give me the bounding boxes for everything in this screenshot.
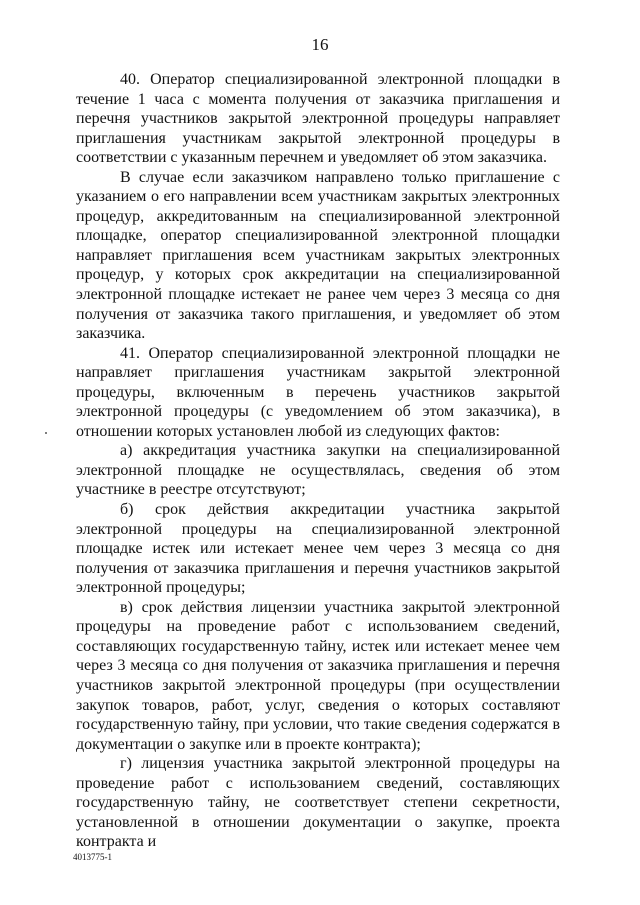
paragraph-41: 41. Оператор специализированной электронной площадки не направляет приглашения участникам закрытой электронной процедуры, включенным в перечень участников закрытой электронной процедуры (с уведомлением об этом заказчика), в отношении которых установлен любой из следующих фактов: [76, 344, 560, 440]
paragraph-41-item-a: а) аккредитация участника закупки на специализированной электронной площадке не осуществлялась, сведения об этом участнике в реестре отсутствуют; [76, 442, 560, 499]
paragraph-41-item-g: г) лицензия участника закрытой электронной процедуры на проведение работ с использованием сведений, составляющих государственную тайну, не соответствует степени секретности, установленной в отношении документации о закупке, проекта контракта и [76, 755, 560, 851]
paragraph-41-item-v: в) срок действия лицензии участника закрытой электронной процедуры на проведение работ с использованием сведений, составляющих государственную тайну, истек или истекает менее чем через 3 месяца со дня получения от заказчика приглашения и перечня участников закрытой электронной процедуры (при осуществлении закупок товаров, работ, услуг, сведения о которых составляют государственную тайну, при условии, что такие сведения содержатся в документации о закупке или в проекте контракта); [76, 598, 560, 753]
scan-speck [45, 432, 47, 434]
document-code: 4013775-1 [73, 852, 112, 862]
paragraph-41-item-b: б) срок действия аккредитации участника закрытой электронной процедуры на специализированной электронной площадке истек или истекает менее чем через 3 месяца со дня получения от заказчика приглашения и перечня участников закрытой электронной процедуры; [76, 501, 560, 597]
paragraph-40-continued: В случае если заказчиком направлено только приглашение с указанием о его направлении всем участникам закрытых электронных процедур, аккредитованным на специализированной электронной площадке, оператор специализированной электронной площадки направляет приглашения всем участникам закрытых электронных процедур, у которых срок аккредитации на специализированной электронной площадке истекает не ранее чем через 3 месяца со дня получения от заказчика такого приглашения, и уведомляет об этом заказчика. [76, 168, 560, 343]
document-body [76, 70, 560, 852]
paragraph-40: 40. Оператор специализированной электронной площадки в течение 1 часа с момента получения от заказчика приглашения и перечня участников закрытой электронной процедуры направляет приглашения участникам закрытой электронной процедуры в соответствии с указанным перечнем и уведомляет об этом заказчика. [76, 71, 560, 167]
page-number: 16 [311, 35, 329, 54]
